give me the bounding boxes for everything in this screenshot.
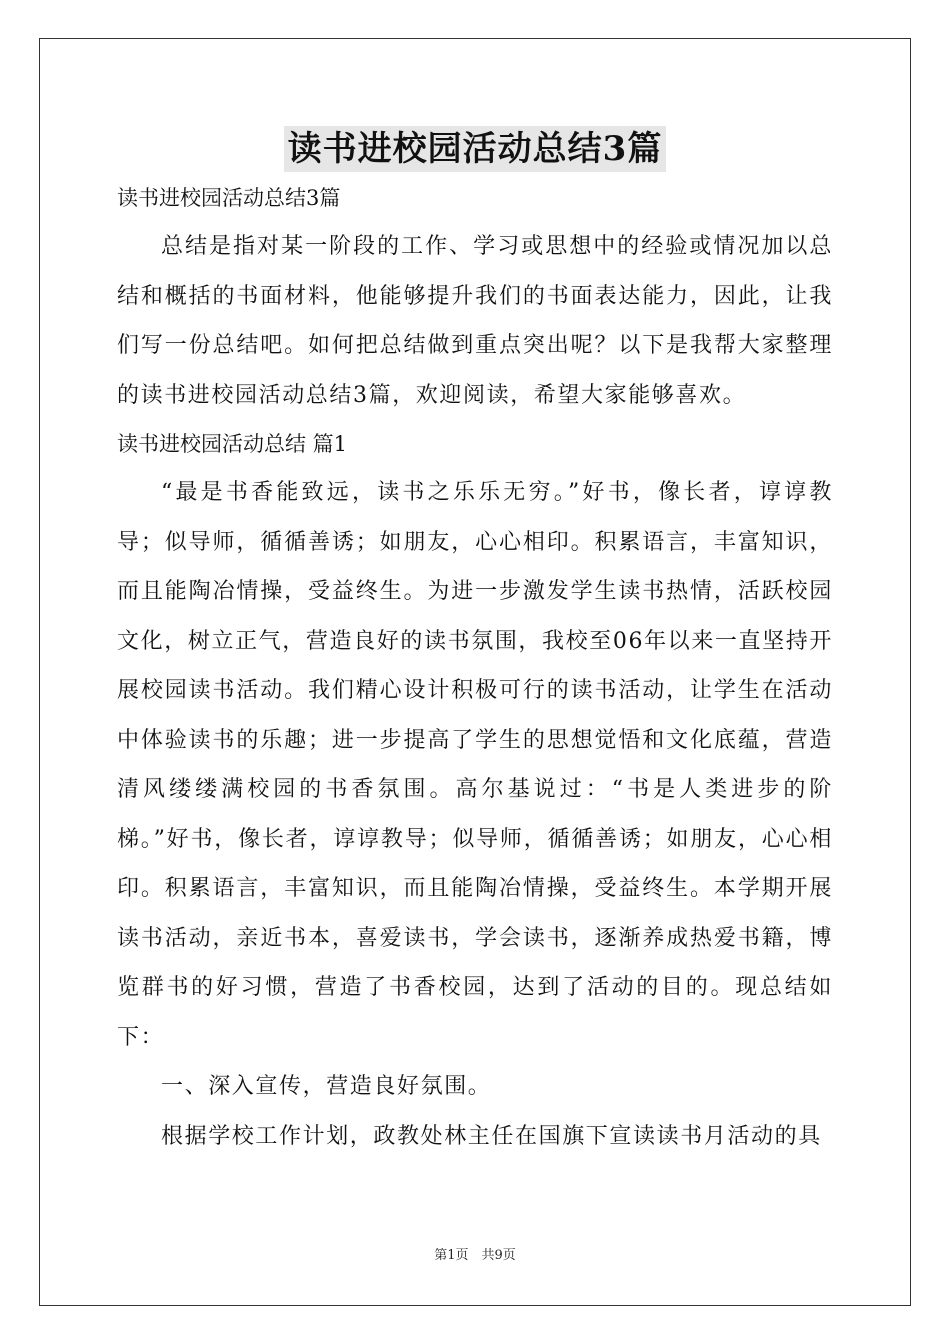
page-footer: 第1页 共9页 — [434, 1248, 516, 1263]
point-paragraph: 根据学校工作计划，政教处林主任在国旗下宣读读书月活动的具 — [161, 1123, 822, 1149]
point-heading: 一、深入宣传，营造良好氛围。 — [161, 1074, 492, 1099]
document-title: 读书进校园活动总结3篇 — [284, 126, 667, 172]
section-heading: 读书进校园活动总结 篇1 — [117, 432, 348, 456]
section-paragraph: “最是书香能致远，读书之乐乐无穷。”好书，像长者，谆谆教导；似导师，循循善诱；如朋友，心心相印。积累语言，丰富知识，而且能陶冶情操，受益终生。为进一步激发学生读书热情，活跃校园文化，树立正气，营造良好的读书氛围，我校至06年以来一直坚持开展校园读书活动。我们精心设计积极可行的读书活动，让学生在活动中体验读书的乐趣；进一步提高了学生的思想觉悟和文化底蕴，营造清风缕缕满校园的书香氛围。高尔基说过：“书是人类进步的阶梯。”好书，像长者，谆谆教导；似导师，循循善诱；如朋友，心心相印。积累语言，丰富知识，而且能陶冶情操，受益终生。本学期开展读书活动，亲近书本，喜爱读书，学会读书，逐渐养成热爱书籍，博览群书的好习惯，营造了书香校园，达到了活动的目的。现总结如下： — [117, 480, 833, 1050]
document-body — [117, 180, 833, 1161]
intro-paragraph: 总结是指对某一阶段的工作、学习或思想中的经验或情况加以总结和概括的书面材料，他能够提升我们的书面表达能力，因此，让我们写一份总结吧。如何把总结做到重点突出呢？以下是我帮大家整理的读书进校园活动总结3篇，欢迎阅读，希望大家能够喜欢。 — [117, 234, 833, 408]
document-subtitle: 读书进校园活动总结3篇 — [117, 186, 341, 210]
title-wrap — [0, 126, 950, 172]
